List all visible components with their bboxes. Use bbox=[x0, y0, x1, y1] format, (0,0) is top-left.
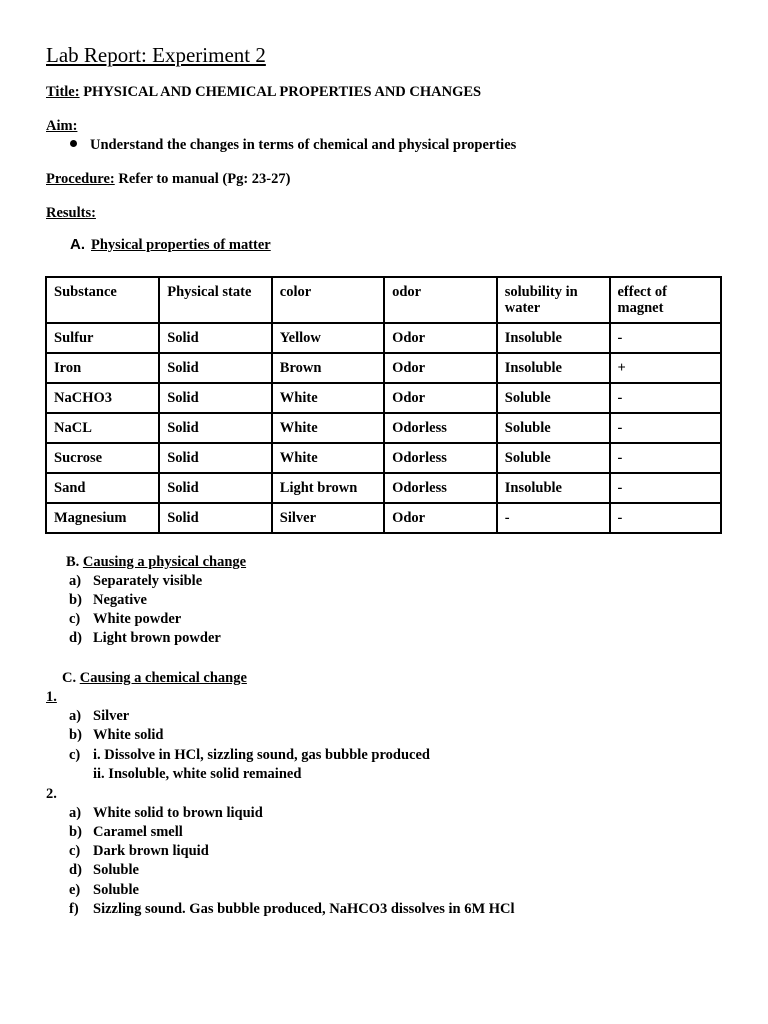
table-cell: Solid bbox=[159, 503, 272, 533]
table-cell: Light brown bbox=[272, 473, 384, 503]
table-header-cell: color bbox=[272, 277, 384, 323]
list-item-text: i. Dissolve in HCl, sizzling sound, gas bubble produced bbox=[93, 747, 430, 763]
table-cell: Solid bbox=[159, 383, 272, 413]
title-line bbox=[46, 84, 481, 101]
table-cell: - bbox=[610, 473, 722, 503]
list-item-text: Soluble bbox=[93, 882, 139, 898]
list-marker: e) bbox=[69, 882, 81, 898]
list-marker: b) bbox=[69, 727, 82, 743]
section-c-marker: C. bbox=[62, 670, 77, 686]
section-b-title: Causing a physical change bbox=[82, 554, 247, 570]
aim-label: Aim: bbox=[46, 118, 78, 134]
list-marker: a) bbox=[69, 573, 82, 589]
table-cell: White bbox=[272, 413, 384, 443]
table-header-cell: odor bbox=[384, 277, 497, 323]
table-cell: Odor bbox=[384, 503, 497, 533]
section-b-heading bbox=[66, 554, 246, 571]
table-cell: Silver bbox=[272, 503, 384, 533]
table-row bbox=[46, 503, 721, 533]
table-cell: Solid bbox=[159, 323, 272, 353]
aim-item-text: Understand the changes in terms of chemical and physical properties bbox=[90, 137, 517, 153]
table-cell: Odor bbox=[384, 353, 497, 383]
table-cell: Soluble bbox=[497, 443, 610, 473]
list-marker: c) bbox=[69, 843, 81, 859]
table-cell: - bbox=[610, 503, 722, 533]
table-cell: Insoluble bbox=[497, 323, 610, 353]
list-item-text: White solid to brown liquid bbox=[93, 805, 263, 821]
table-cell: NaCHO3 bbox=[46, 383, 159, 413]
procedure-text: Refer to manual (Pg: 23-27) bbox=[118, 171, 291, 187]
table-cell: Brown bbox=[272, 353, 384, 383]
table-cell: Sucrose bbox=[46, 443, 159, 473]
table-cell: Sand bbox=[46, 473, 159, 503]
table-cell: White bbox=[272, 383, 384, 413]
table-cell: - bbox=[610, 323, 722, 353]
title-label: Title: bbox=[46, 84, 80, 100]
part-1-label: 1. bbox=[46, 689, 57, 705]
list-item-text: Sizzling sound. Gas bubble produced, NaHCO3 dissolves in 6M HCl bbox=[93, 901, 515, 917]
table-header-row bbox=[46, 277, 721, 323]
section-a-heading bbox=[70, 236, 271, 254]
list-marker: d) bbox=[69, 630, 82, 646]
list-item-text: White powder bbox=[93, 611, 182, 627]
table-cell: Solid bbox=[159, 473, 272, 503]
list-marker: a) bbox=[69, 708, 82, 724]
part-2-label: 2. bbox=[46, 786, 57, 802]
results-label: Results: bbox=[46, 205, 96, 221]
list-item-text: White solid bbox=[93, 727, 164, 743]
table-header-cell: solubility in water bbox=[497, 277, 610, 323]
table-cell: Odorless bbox=[384, 413, 497, 443]
table-cell: - bbox=[610, 413, 722, 443]
list-item-text: Negative bbox=[93, 592, 147, 608]
table-cell: Magnesium bbox=[46, 503, 159, 533]
table-row bbox=[46, 353, 721, 383]
list-item-text: Dark brown liquid bbox=[93, 843, 209, 859]
bullet-icon bbox=[70, 140, 77, 147]
table-header-cell: effect of magnet bbox=[610, 277, 722, 323]
table-cell: White bbox=[272, 443, 384, 473]
table-cell: Odorless bbox=[384, 443, 497, 473]
list-marker: b) bbox=[69, 592, 82, 608]
table-cell: - bbox=[610, 383, 722, 413]
table-cell: Soluble bbox=[497, 383, 610, 413]
table-row bbox=[46, 443, 721, 473]
table-row bbox=[46, 323, 721, 353]
table-cell: Solid bbox=[159, 353, 272, 383]
title-text: PHYSICAL AND CHEMICAL PROPERTIES AND CHANGES bbox=[83, 84, 482, 100]
section-c-title: Causing a chemical change bbox=[79, 670, 247, 686]
table-cell: Insoluble bbox=[497, 473, 610, 503]
section-c-heading bbox=[62, 670, 247, 687]
table-header-cell: Substance bbox=[46, 277, 159, 323]
table-cell: - bbox=[497, 503, 610, 533]
procedure-line bbox=[46, 171, 290, 188]
table-cell: Odorless bbox=[384, 473, 497, 503]
table-cell: Odor bbox=[384, 323, 497, 353]
table-row bbox=[46, 383, 721, 413]
list-item-text: Light brown powder bbox=[93, 630, 221, 646]
list-item-text: ii. Insoluble, white solid remained bbox=[93, 766, 302, 782]
list-item-text: Soluble bbox=[93, 862, 139, 878]
table-cell: Sulfur bbox=[46, 323, 159, 353]
table-cell: Yellow bbox=[272, 323, 384, 353]
table-header-cell: Physical state bbox=[159, 277, 272, 323]
list-marker: c) bbox=[69, 747, 81, 763]
list-item-text: Silver bbox=[93, 708, 130, 724]
properties-table bbox=[45, 276, 722, 534]
section-a-title: Physical properties of matter bbox=[91, 237, 271, 253]
table-cell: - bbox=[610, 443, 722, 473]
table-cell: Insoluble bbox=[497, 353, 610, 383]
table-row bbox=[46, 413, 721, 443]
aim-item bbox=[70, 137, 516, 154]
table-cell: Solid bbox=[159, 413, 272, 443]
list-marker: c) bbox=[69, 611, 81, 627]
list-item-text: Separately visible bbox=[93, 573, 203, 589]
table-cell: Soluble bbox=[497, 413, 610, 443]
table-cell: Solid bbox=[159, 443, 272, 473]
section-b-marker: B. bbox=[66, 554, 80, 570]
table-cell: + bbox=[610, 353, 722, 383]
table-cell: NaCL bbox=[46, 413, 159, 443]
list-marker: b) bbox=[69, 824, 82, 840]
procedure-label: Procedure: bbox=[46, 171, 115, 187]
list-item-text: Caramel smell bbox=[93, 824, 183, 840]
table-cell: Odor bbox=[384, 383, 497, 413]
table-cell: Iron bbox=[46, 353, 159, 383]
page-title: Lab Report: Experiment 2 bbox=[46, 43, 266, 67]
list-marker: d) bbox=[69, 862, 82, 878]
section-a-marker: A. bbox=[70, 236, 85, 253]
list-marker: a) bbox=[69, 805, 82, 821]
list-marker: f) bbox=[69, 901, 79, 917]
table-row bbox=[46, 473, 721, 503]
